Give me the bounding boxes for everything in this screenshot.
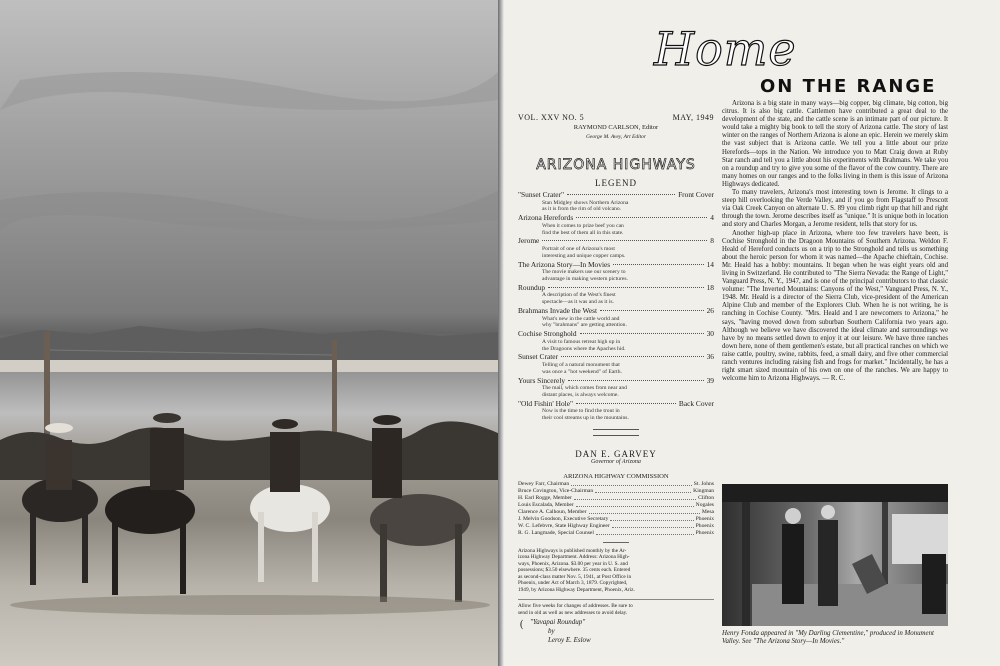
legend-entry-page: 36: [706, 352, 714, 362]
cowboy: [270, 432, 300, 492]
magazine-title: ARIZONA HIGHWAYS: [536, 157, 696, 173]
cowboy: [150, 428, 184, 490]
desert-flat: [0, 360, 500, 372]
legend-entry-page: 4: [710, 213, 714, 223]
legend-entry-title: Arizona Herefords: [518, 213, 574, 223]
credit-by: by: [548, 627, 555, 635]
legend-entry-page: 8: [710, 236, 714, 246]
mountain-ridge: [0, 326, 500, 360]
commission-member: Dewey Farr, Chairman St. Johns: [518, 480, 714, 487]
photo-caption: Henry Fonda appeared in "My Darling Clementine," produced in Monument Valley. See "The Arizona Story—In Movies.": [722, 630, 934, 646]
legend-title: LEGEND: [595, 178, 637, 188]
title-script-home: Home: [654, 22, 797, 76]
legend-entry-desc: Stan Midgley shows Northern Arizona as it is from the rim of old volcano.: [542, 199, 629, 213]
divider-ornament: [593, 429, 639, 436]
legend-entry: [518, 330, 714, 352]
credit-bracket: (: [520, 619, 524, 630]
legend-list: [518, 191, 714, 422]
commission-member: Louis Escalada, Member Nogales: [518, 501, 714, 508]
small-divider: [603, 542, 629, 543]
legend-entry-desc: A visit to famous retreat high up in the Dragoons where the Apaches hid.: [542, 338, 626, 352]
standing-man: [782, 524, 804, 604]
cover-photo-credit: [520, 618, 591, 645]
legend-entry-page: 39: [706, 375, 714, 385]
address-change-note: Allow five weeks for changes of addresses. Be sure to send in old as well as new addresses to avoid delay.: [518, 599, 714, 616]
commission-list: [518, 481, 714, 537]
publication-note: Arizona Highways is published monthly by the Ar- izona Highway Department. Address: Arizona High- ways, Phoenix, Arizona. $3.00 per year in U. S. and possessions; $3.50 elsewhere. 35 cents each. Entered as second-class matter Nov. 5, 1941, at Post Office in Phoenix, under Act of March 3, 1879. Copyrighted, 1949, by Arizona Highway Department, Phoenix, Ariz.: [518, 547, 635, 593]
commission-title: ARIZONA HIGHWAY COMMISSION: [563, 472, 669, 480]
governor-title: Governor of Arizona: [591, 458, 641, 465]
legend-entry-desc: A description of the West's finest spectacle—as it was and as it is.: [542, 292, 616, 306]
cloud-band: [0, 190, 500, 232]
legend-entry-page: 18: [706, 282, 714, 292]
legend-entry-title: Roundup: [518, 282, 546, 292]
standing-man: [818, 520, 838, 606]
credit-photo-title: "Yavapai Roundup": [530, 618, 586, 626]
legend-entry-title: Brahmans Invade the West: [518, 305, 598, 315]
seated-figure: [922, 554, 946, 614]
legend-entry-title: "Sunset Crater": [518, 190, 565, 199]
legend-entry: [518, 261, 714, 283]
legend-entry: [518, 353, 714, 375]
cloud-band: [0, 70, 500, 110]
volume-line: [518, 114, 714, 122]
volume-number: VOL. XXV NO. 5: [518, 113, 585, 122]
cowboy: [372, 428, 402, 498]
porch-post: [742, 502, 750, 626]
article-paragraph: Arizona is a big state in many ways—big copper, big climate, big cotton, big citrus. It is also big cattle. Cattlemen have contributed a great deal to the development of the state, and the cattle scene is an intimate part of our picture. It would take a mighty big book to tell the story of Arizona cattle. The story of last winter on the ranges of Northern Arizona is alone an epic. Herein we merely skim the vast subject that is Arizona cattle. We tell you a little about our prize Herefords—tops in the Nation. We introduce you to Matt Craig down at Ruby Star ranch and tell you a little about his experiments with Brahmans. We take you on a roundup and try to give you some of the flavor of the cow country. There are many homes on our ranges and to the folks living in them is this issue of Arizona Highways dedicated.: [722, 100, 948, 188]
legend-entry-page: 30: [706, 329, 714, 339]
legend-entry-title: "Old Fishin' Hole": [518, 398, 573, 408]
commission-member: Bruce Covington, Vice-Chairman Kingman: [518, 487, 714, 494]
henry-fonda-photo: [722, 484, 948, 626]
legend-entry-desc: What's new in the cattle world and why "brahmans" are getting attention.: [542, 315, 627, 329]
art-editor-credit: George M. Avey, Art Editor: [585, 134, 647, 140]
legend-entry: [518, 214, 714, 236]
legend-entry-page: 26: [706, 305, 714, 315]
title-on-the-range: ON THE RANGE: [760, 76, 937, 97]
legend-entry-title: Cochise Stronghold: [518, 329, 577, 339]
legend-entry: [518, 307, 714, 329]
porch-floor: [752, 584, 948, 626]
legend-entry-desc: When it comes to prize beef you can find the best of them all in this state.: [542, 222, 624, 236]
legend-entry-desc: The movie makers use our scenery to advantage in making western pictures.: [542, 269, 628, 282]
legend-entry-page: 14: [706, 259, 714, 269]
legend-entry-title: Sunset Crater: [518, 352, 559, 362]
issue-date: MAY, 1949: [672, 113, 714, 122]
legend-entry-title: The Arizona Story—In Movies: [518, 259, 611, 269]
legend-entry: [518, 400, 714, 422]
commission-member: H. Earl Rogge, Member Clifton: [518, 494, 714, 501]
commission-member: W. C. Lefebvre, State Highway Engineer Phoenix: [518, 522, 714, 529]
legend-entry-desc: Telling of a natural monument that was once a "hot weekend" of Earth.: [542, 361, 622, 375]
commission-member: Clarence A. Calhoun, Member Mesa: [518, 508, 714, 515]
legend-entry-desc: Now is the time to find the trout in their cool streams up in the mountains.: [542, 408, 629, 422]
commission-member: R. G. Langmade, Special Counsel Phoenix: [518, 529, 714, 536]
cattle-herd: [0, 421, 500, 480]
commission-member: J. Melvin Goodson, Executive Secretary Phoenix: [518, 515, 714, 522]
legend-entry-title: Yours Sincerely: [518, 375, 566, 385]
porch-scene-drawing: [722, 484, 948, 626]
article-paragraph: To many travelers, Arizona's most interesting town is Jerome. It clings to a steep hill overlooking the Verde Valley, and if you go from Flagstaff to Prescott via Oak Creek Canyon on alternate U. S. 89 you climb right up that hill and right through the town. Jerome describes itself as "unique." It is unique both in location and story and Charles Morgan, a Jerome resident, tells that story for us.: [722, 189, 948, 229]
legend-entry-page: Back Cover: [678, 398, 714, 408]
fence-post: [332, 340, 337, 440]
article-paragraph: Another high-up place in Arizona, where too few travelers have been, is Cochise Stronghold in the Dragoon Mountains of Southern Arizona. Weldon F. Heald of Hereford conducts us on a trip to the Stronghold and tells us something about the heroic person for whom it was named—the Apache chieftain, Cochise. Mr. Heald has a hobby: mountains. It began when he was eight years old and living in Switzerland. He contributed to "The Sierra Nevada: the Range of Light," Vanguard Press, N. Y., 1947, and is one of the principal contributors to that classic volume: "The Inverted Mountains: Canyons of the West," Vanguard Press, N. Y., 1948. Mr. Heald is a director of the Sierra Club, vice-president of the American Alpine Club and member of the Explorers Club. When he is not writing, he is ranching in Cochise County. "Mrs. Heald and I are newcomers to Arizona," he says, "having moved down from suburban Southern California two years ago. Although we believe we have discovered the ideal climate and surroundings we have by no means settled down to enjoy it at our leisure. We have three ranches down here, none of them gentlemen's estate, but all practical ranches on which we raise cattle, poultry, swine, rabbits, feed, a small dairy, and five other commercial ranch ventures including raising fish and frogs for market." Incidentally, he has a right smart sized mountain of his own on one of the ranches. We are happy to welcome him to Arizona Highways. — R. C.: [722, 229, 948, 383]
editor-credit: RAYMOND CARLSON, Editor: [573, 124, 659, 131]
legend-entry: [518, 377, 714, 399]
legend-entry: [518, 237, 714, 259]
legend-entry-title: Jerome: [518, 236, 540, 246]
article-body: [722, 100, 948, 383]
legend-entry: [518, 191, 714, 213]
legend-entry-desc: The mail, which comes from near and distant places, is always welcome.: [542, 385, 627, 398]
masthead-column: [518, 114, 714, 616]
legend-entry-desc: Portrait of one of Arizona's most interesting and unique copper camps.: [542, 245, 626, 259]
governor-name: DAN E. GARVEY: [575, 448, 657, 459]
legend-entry: [518, 284, 714, 306]
credit-photographer: Leroy E. Eslow: [548, 636, 591, 644]
legend-entry-page: Front Cover: [678, 190, 714, 199]
cowboy: [46, 440, 72, 490]
